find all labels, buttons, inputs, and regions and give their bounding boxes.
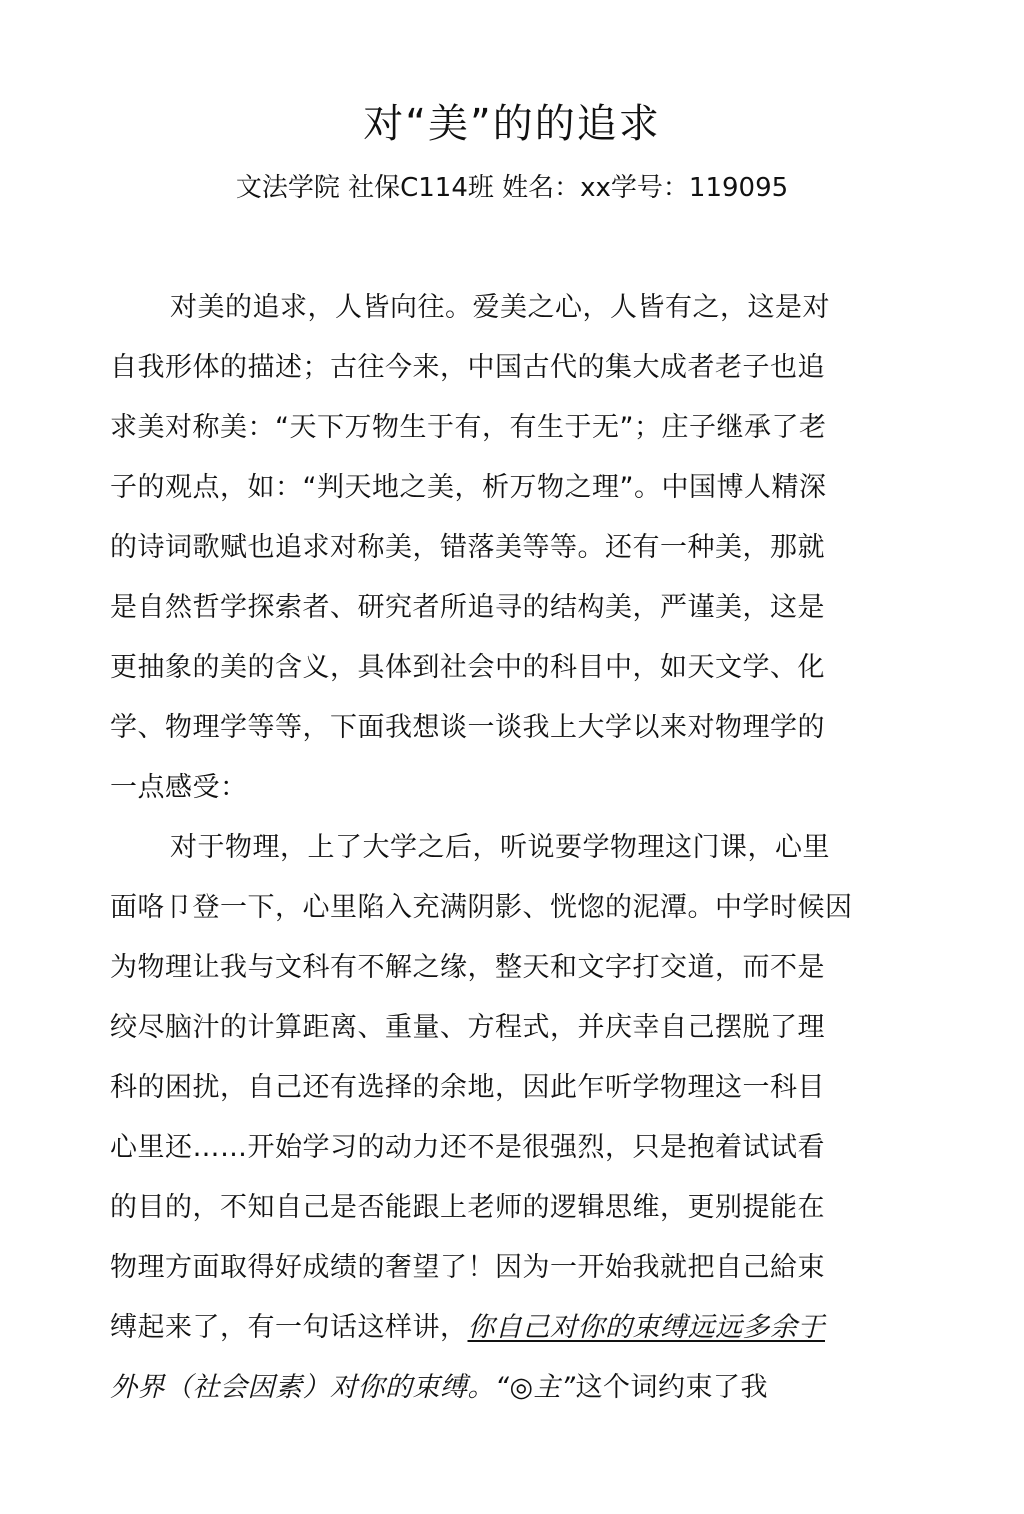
paragraph-line: 科的困扰，自己还有选择的余地，因此乍听学物理这一科目: [110, 1072, 825, 1103]
paragraph-line: 是自然哲学探索者、研究者所追寻的结构美，严谨美，这是: [110, 592, 825, 623]
quoted-term: “◎主”: [495, 1372, 576, 1403]
emphasized-quote: 外界（社会因素）对你的束缚。: [110, 1372, 495, 1403]
document-title: 对“美”的的追求: [363, 101, 661, 147]
paragraph-line: 更抽象的美的含义，具体到社会中的科目中，如天文学、化: [110, 652, 825, 683]
paragraph-line: 面咯卩登一下，心里陷入充满阴影、恍惚的泥潭。中学时候因: [110, 892, 853, 923]
paragraph-line: 绞尽脑汁的计算距离、重量、方程式，并庆幸自己摆脱了理: [110, 1012, 825, 1043]
paragraph-line: [110, 1360, 900, 1420]
paragraph-line: 子的观点，如：“判天地之美，析万物之理”。中国博人精深: [110, 472, 827, 503]
paragraph-line: 对美的追求，人皆向往。爱美之心，人皆有之，这是对: [170, 292, 830, 323]
document-subtitle: 文法学院 社保C114班 姓名：xx学号：119095: [235, 173, 789, 203]
paragraph-line: [110, 1300, 900, 1360]
paragraph-line: 心里还……开始学习的动力还不是很强烈，只是抱着试试看: [110, 1132, 825, 1163]
paragraph-line: 为物理让我与文科有不解之缘，整天和文字打交道，而不是: [110, 952, 825, 983]
plain-text: 这个词约束了我: [575, 1372, 769, 1403]
paragraph-line: 的目的，不知自己是否能跟上老师的逻辑思维，更别提能在: [110, 1192, 825, 1223]
paragraph-line: 学、物理学等等，下面我想谈一谈我上大学以来对物理学的: [110, 712, 825, 743]
emphasized-quote: 你自己对你的束缚远远多余于: [467, 1312, 825, 1343]
paragraph-line: 对于物理，上了大学之后，听说要学物理这门课，心里: [170, 832, 830, 863]
paragraph-line: 求美对称美：“天下万物生于有，有生于无”；庄子继承了老: [110, 412, 827, 443]
paragraph-line: 的诗词歌赋也追求对称美，错落美等等。还有一种美，那就: [110, 532, 825, 563]
plain-text: 缚起来了，有一句话这样讲，: [110, 1312, 468, 1343]
paragraph-line: 物理方面取得好成绩的奢望了！因为一开始我就把自己給束: [110, 1252, 825, 1283]
paragraph-line: 一点感受：: [110, 772, 248, 803]
paragraph-line: 自我形体的描述；古往今来，中国古代的集大成者老子也追: [110, 352, 825, 383]
document-body: [110, 280, 900, 1420]
